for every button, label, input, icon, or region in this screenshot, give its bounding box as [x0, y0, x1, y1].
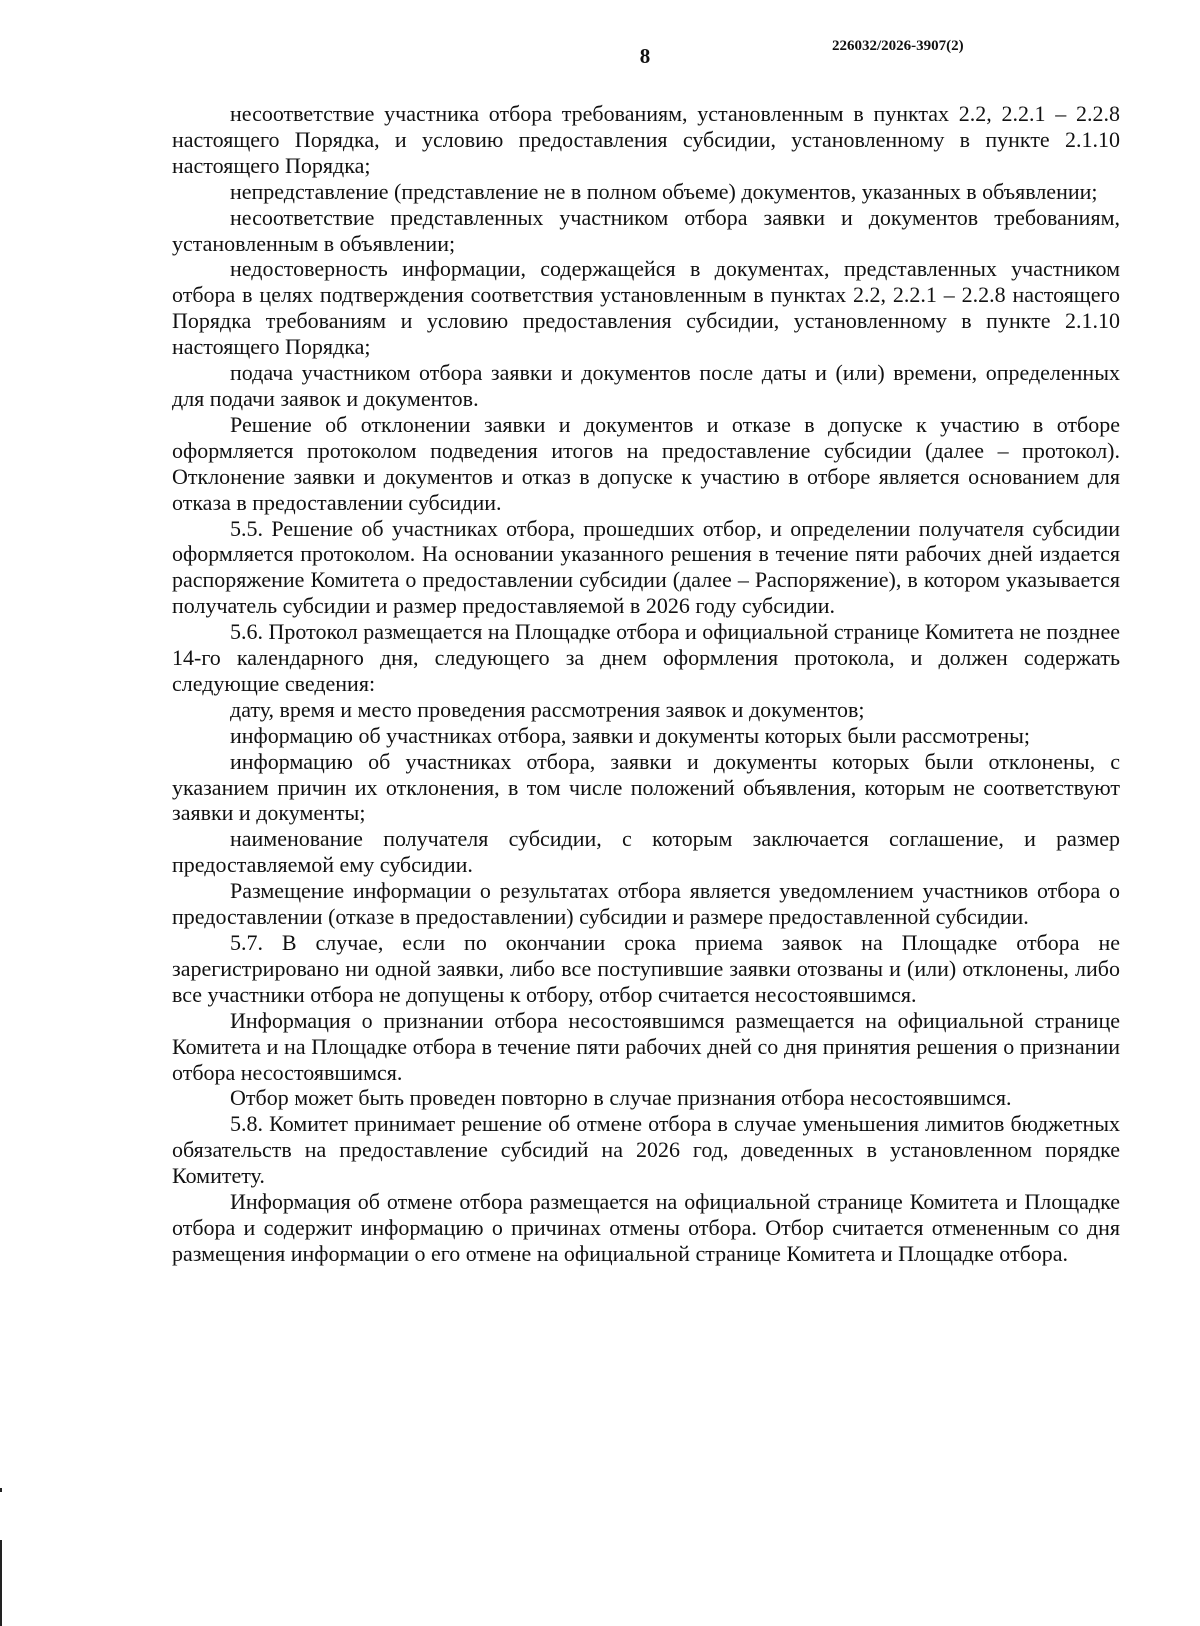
- paragraph: наименование получателя субсидии, с которым заключается соглашение, и размер предоставляемой ему субсидии.: [172, 826, 1120, 878]
- paragraph: Информация об отмене отбора размещается на официальной странице Комитета и Площадке отбора и содержит информацию о причинах отмены отбора. Отбор считается отмененным со дня размещения информации о его отмене на официальной странице Комитета и Площадке отбора.: [172, 1189, 1120, 1266]
- paragraph: несоответствие представленных участником отбора заявки и документов требованиям, установленным в объявлении;: [172, 204, 1120, 256]
- paragraph: Решение об отклонении заявки и документов и отказе в допуске к участию в отборе оформляется протоколом подведения итогов на предоставление субсидии (далее – протокол). Отклонение заявки и документов и отказ в допуске к участию в отборе является основанием для отказа в предоставлении субсидии.: [172, 411, 1120, 515]
- paragraph: информацию об участниках отбора, заявки и документы которых были рассмотрены;: [230, 722, 1031, 748]
- paragraph: несоответствие участника отбора требованиям, установленным в пунктах 2.2, 2.2.1 – 2.2.8 настоящего Порядка, и условию предоставления субсидии, установленному в пункте 2.1.10 настоящего Порядка;: [172, 101, 1120, 178]
- paragraph: 5.7. В случае, если по окончании срока приема заявок на Площадке отбора не зарегистрировано ни одной заявки, либо все поступившие заявки отозваны и (или) отклонены, либо все участники отбора не допущены к отбору, отбор считается несостоявшимся.: [172, 930, 1120, 1007]
- scan-edge-mark: [0, 1540, 2, 1626]
- document-id: 226032/2026-3907(2): [832, 38, 964, 54]
- paragraph: подача участником отбора заявки и документов после даты и (или) времени, определенных для подачи заявок и документов.: [172, 360, 1120, 411]
- paragraph: Информация о признании отбора несостоявшимся размещается на официальной странице Комитета и на Площадке отбора в течение пяти рабочих дней со дня принятия решения о признании отбора несостоявшимся.: [172, 1007, 1120, 1085]
- paragraph: недостоверность информации, содержащейся в документах, представленных участником отбора в целях подтверждения соответствия установленным в пунктах 2.2, 2.2.1 – 2.2.8 настоящего Порядка требованиям и условию предоставления субсидии, установленному в пункте 2.1.10 настоящего Порядка;: [172, 256, 1120, 360]
- paragraph: 5.5. Решение об участниках отбора, прошедших отбор, и определении получателя субсидии оформляется протоколом. На основании указанного решения в течение пяти рабочих дней издается распоряжение Комитета о предоставлении субсидии (далее – Распоряжение), в котором указывается получатель субсидии и размер предоставляемой в 2026 году субсидии.: [172, 515, 1120, 619]
- page-number: 8: [639, 44, 651, 68]
- document-body: [172, 101, 1120, 1267]
- paragraph: Отбор может быть проведен повторно в случае признания отбора несостоявшимся.: [230, 1085, 1012, 1111]
- paragraph: информацию об участниках отбора, заявки и документы которых были отклонены, с указанием причин их отклонения, в том числе положений объявления, которым не соответствуют заявки и документы;: [172, 748, 1120, 826]
- scan-edge-mark: [0, 1488, 2, 1492]
- paragraph: 5.6. Протокол размещается на Площадке отбора и официальной странице Комитета не позднее 14-го календарного дня, следующего за днем оформления протокола, и должен содержать следующие сведения:: [172, 619, 1120, 696]
- paragraph: непредставление (представление не в полном объеме) документов, указанных в объявлении;: [230, 178, 1098, 204]
- paragraph: дату, время и место проведения рассмотрения заявок и документов;: [230, 696, 865, 722]
- paragraph: Размещение информации о результатах отбора является уведомлением участников отбора о предоставлении (отказе в предоставлении) субсидии и размере предоставленной субсидии.: [172, 878, 1120, 930]
- paragraph: 5.8. Комитет принимает решение об отмене отбора в случае уменьшения лимитов бюджетных обязательств на предоставление субсидий на 2026 год, доведенных в установленном порядке Комитету.: [172, 1111, 1120, 1189]
